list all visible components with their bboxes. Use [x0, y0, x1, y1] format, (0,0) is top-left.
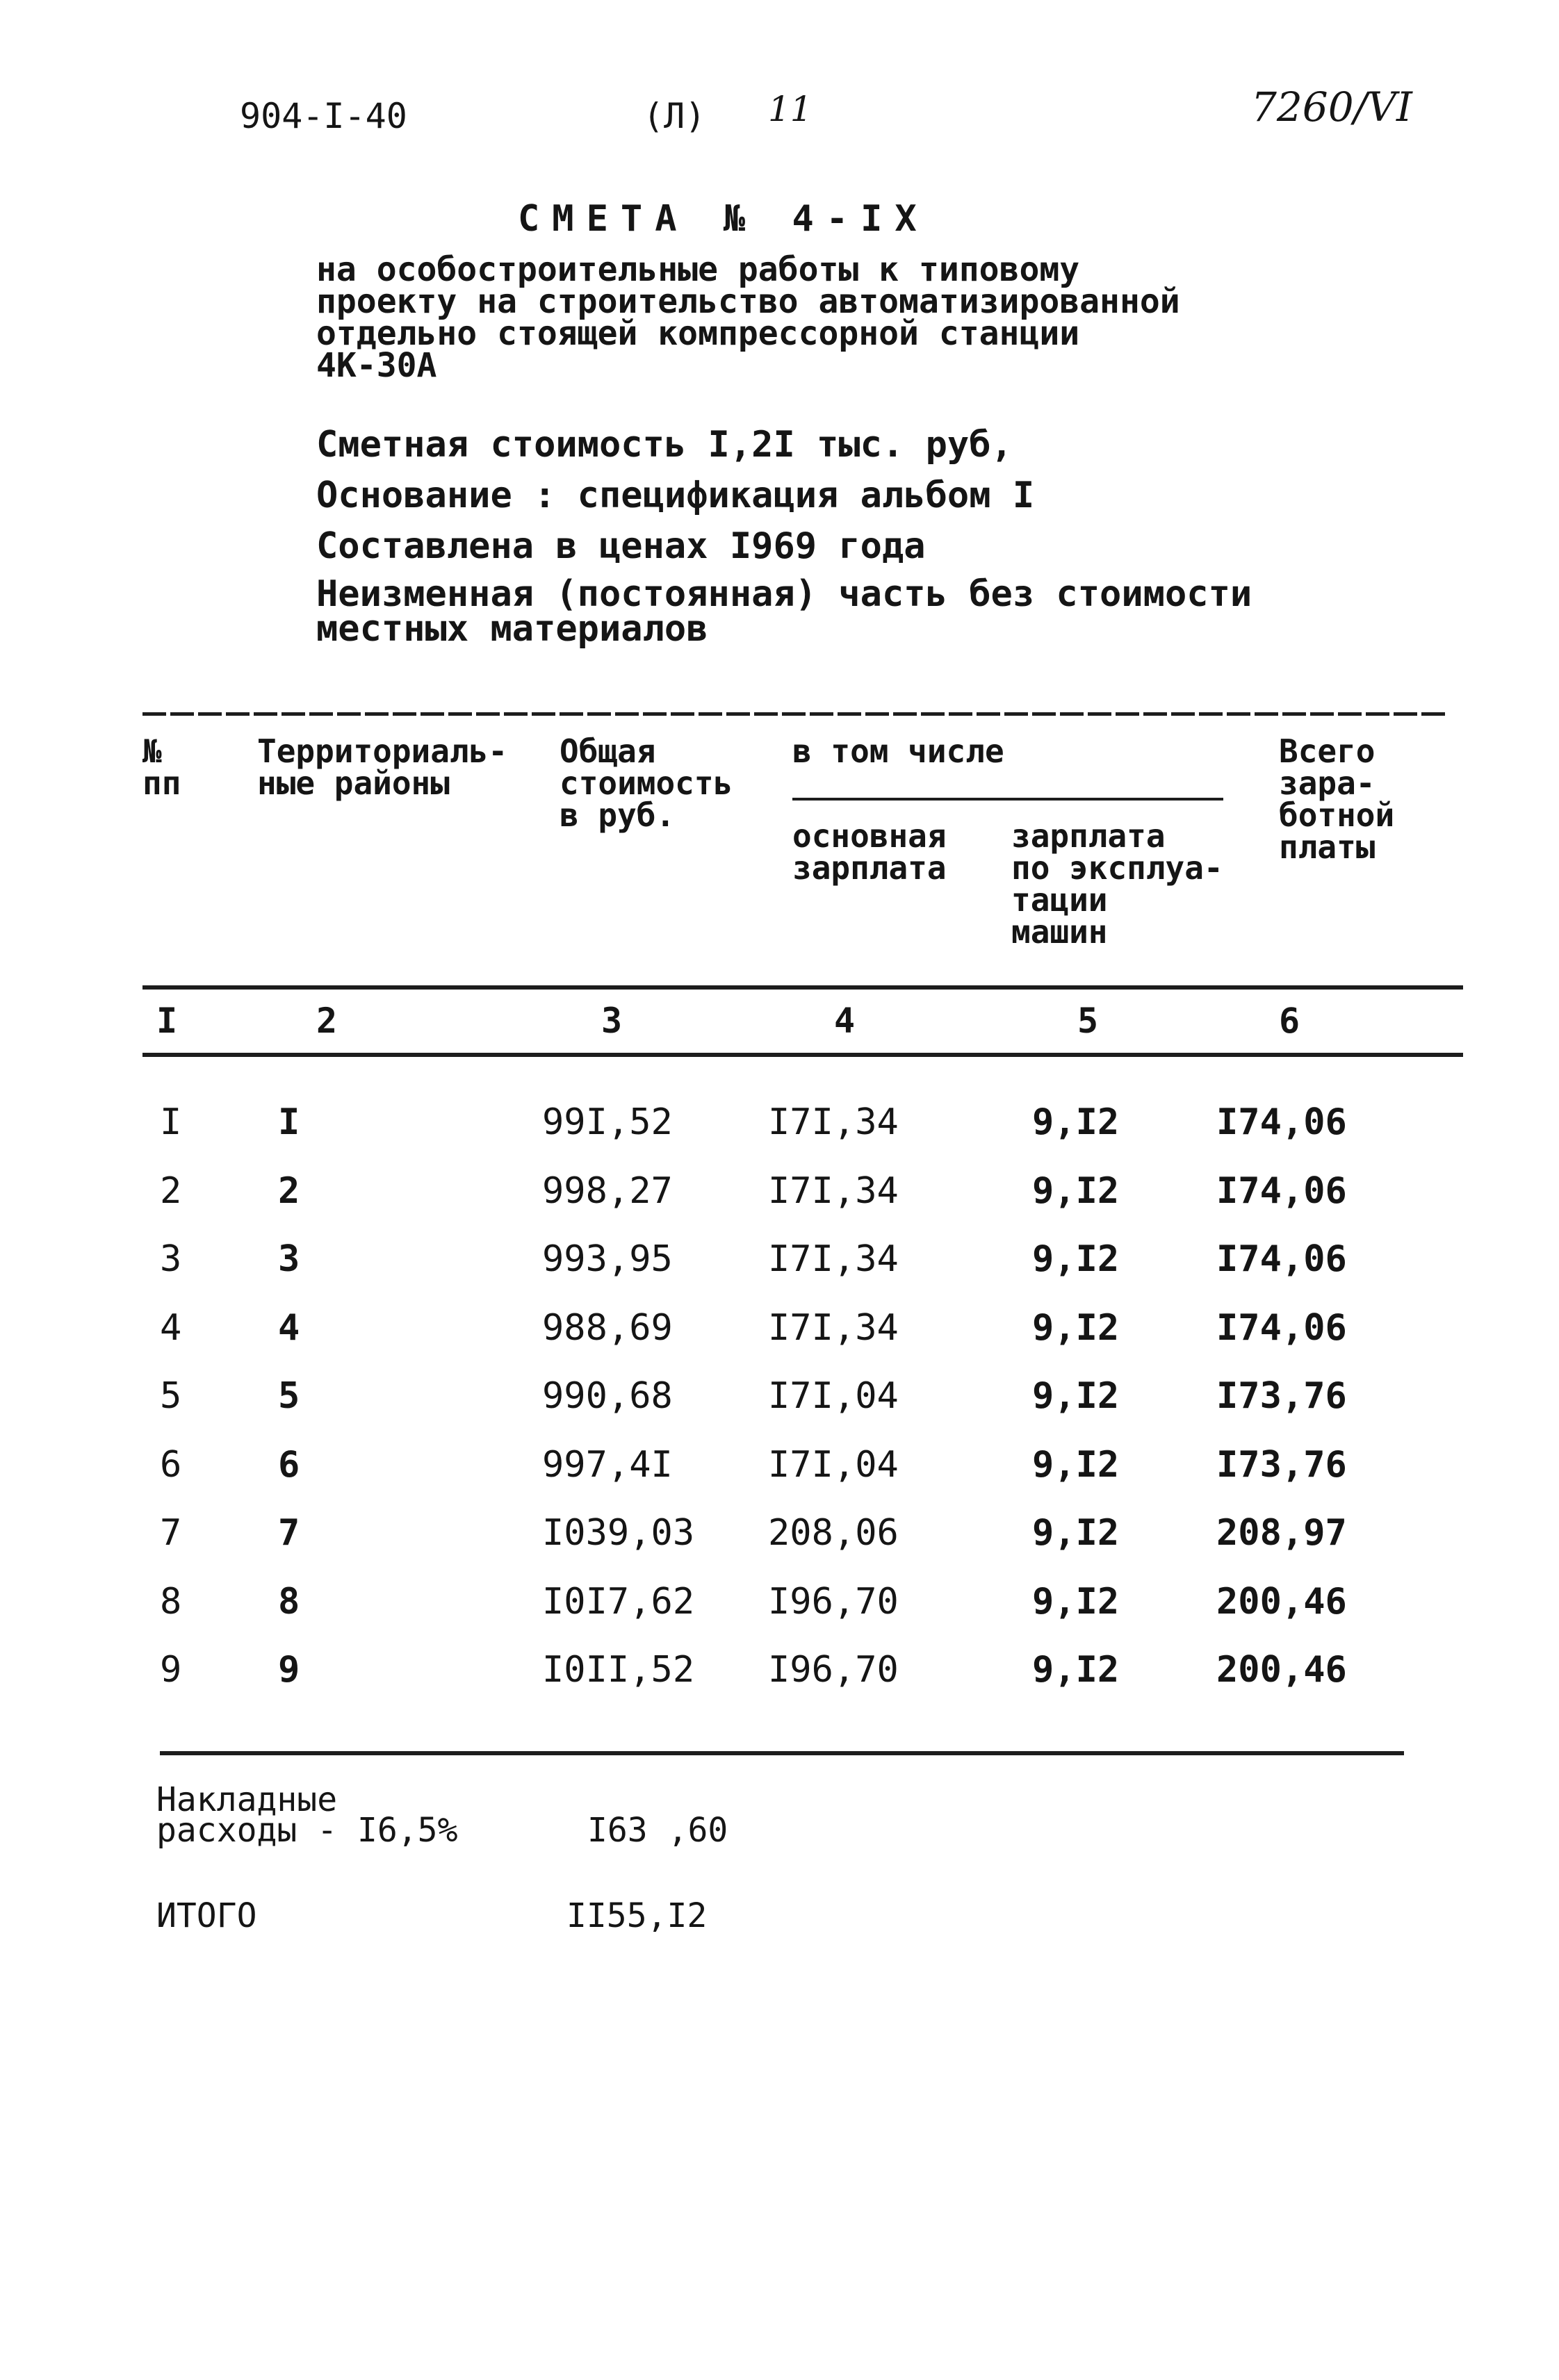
table-cell-machine-salary: 9,I2 [1032, 1307, 1120, 1349]
header-total-line-3: в руб. [560, 796, 676, 834]
table-cell-region: 8 [278, 1581, 300, 1623]
header-num-line-2: пп [142, 764, 181, 802]
table-cell-salary-total: I74,06 [1216, 1238, 1347, 1280]
subtitle-line-4: 4К-30А [316, 346, 437, 385]
table-cell-base-salary: I7I,34 [768, 1238, 899, 1280]
subtitle-line-3: отдельно стоящей компрессорной станции [316, 314, 1080, 353]
table-cell-total-cost: 993,95 [542, 1238, 673, 1280]
column-number-4: 4 [834, 1001, 856, 1041]
table-cell-base-salary: I7I,04 [768, 1375, 899, 1417]
header-total-line-2: стоимость [560, 764, 733, 802]
overhead-label-line-2: расходы - I6,5% [156, 1811, 458, 1850]
table-cell-region: 2 [278, 1170, 300, 1212]
table-cell-row-number: 3 [160, 1238, 182, 1280]
basis-line: Основание : спецификация альбом I [316, 475, 1035, 516]
header-total-line-1: Общая [560, 732, 656, 770]
table-cell-machine-salary: 9,I2 [1032, 1444, 1120, 1486]
table-cell-salary-total: I73,76 [1216, 1375, 1347, 1417]
table-cell-salary-total: I73,76 [1216, 1444, 1347, 1486]
sheet-handwritten-number: 11 [768, 89, 813, 129]
including-divider-rule [792, 798, 1223, 801]
table-cell-region: I [278, 1101, 300, 1143]
table-cell-region: 9 [278, 1649, 300, 1691]
column-number-5: 5 [1077, 1001, 1099, 1041]
table-cell-base-salary: I7I,04 [768, 1444, 899, 1486]
table-cell-row-number: 5 [160, 1375, 182, 1417]
header-machine-salary-line-2: по эксплуа- [1011, 849, 1223, 887]
table-cell-region: 3 [278, 1238, 300, 1280]
total-label: ИТОГО [156, 1896, 257, 1935]
table-cell-base-salary: I96,70 [768, 1649, 899, 1691]
column-numbers-bottom-rule [142, 1053, 1463, 1057]
document-code: 904-I-40 [240, 96, 407, 136]
table-cell-row-number: 8 [160, 1581, 182, 1623]
sheet-mark: (Л) [643, 96, 706, 136]
table-cell-salary-total: I74,06 [1216, 1170, 1347, 1212]
header-all-salary-line-3: ботной [1279, 796, 1395, 834]
table-cell-salary-total: 208,97 [1216, 1512, 1347, 1554]
header-num-line-1: № [142, 732, 162, 770]
header-all-salary-line-2: зара- [1279, 764, 1376, 802]
header-base-salary-line-2: зарплата [792, 849, 947, 887]
subtitle-line-1: на особостроительные работы к типовому [316, 250, 1080, 289]
header-machine-salary-line-4: машин [1011, 913, 1108, 951]
column-number-1: I [156, 1001, 178, 1041]
table-cell-base-salary: 208,06 [768, 1512, 899, 1554]
column-number-3: 3 [601, 1001, 623, 1041]
table-cell-total-cost: 997,4I [542, 1444, 673, 1486]
header-region-line-1: Территориаль- [257, 732, 508, 770]
table-cell-total-cost: I0I7,62 [542, 1581, 695, 1623]
table-cell-machine-salary: 9,I2 [1032, 1512, 1120, 1554]
table-cell-total-cost: 990,68 [542, 1375, 673, 1417]
table-cell-region: 4 [278, 1307, 300, 1349]
table-bottom-rule [160, 1751, 1404, 1755]
document-title: СМЕТА № 4-IX [518, 198, 929, 240]
table-cell-machine-salary: 9,I2 [1032, 1375, 1120, 1417]
table-cell-row-number: I [160, 1101, 182, 1143]
table-cell-region: 7 [278, 1512, 300, 1554]
unchanging-part-line-1: Неизменная (постоянная) часть без стоимости [316, 573, 1252, 615]
unchanging-part-line-2: местных материалов [316, 608, 708, 650]
table-cell-region: 5 [278, 1375, 300, 1417]
table-cell-region: 6 [278, 1444, 300, 1486]
table-cell-machine-salary: 9,I2 [1032, 1649, 1120, 1691]
header-including: в том числе [792, 732, 1004, 770]
table-cell-machine-salary: 9,I2 [1032, 1101, 1120, 1143]
estimated-cost: Сметная стоимость I,2I тыс. руб, [316, 424, 1013, 466]
table-cell-row-number: 6 [160, 1444, 182, 1486]
table-cell-row-number: 9 [160, 1649, 182, 1691]
subtitle-line-2: проекту на строительство автоматизированной [316, 282, 1180, 321]
table-cell-base-salary: I7I,34 [768, 1101, 899, 1143]
table-cell-row-number: 2 [160, 1170, 182, 1212]
table-cell-salary-total: 200,46 [1216, 1649, 1347, 1691]
table-cell-row-number: 7 [160, 1512, 182, 1554]
overhead-label-line-1: Накладные [156, 1780, 338, 1819]
table-cell-machine-salary: 9,I2 [1032, 1238, 1120, 1280]
table-cell-total-cost: 99I,52 [542, 1101, 673, 1143]
column-number-2: 2 [316, 1001, 338, 1041]
header-base-salary-line-1: основная [792, 817, 947, 855]
column-number-6: 6 [1279, 1001, 1300, 1041]
header-bottom-rule [142, 985, 1463, 990]
table-cell-salary-total: I74,06 [1216, 1307, 1347, 1349]
overhead-value: I63 ,60 [587, 1811, 728, 1850]
archive-number: 7260/VI [1251, 83, 1412, 131]
table-top-rule [142, 712, 1446, 716]
table-cell-total-cost: I0II,52 [542, 1649, 695, 1691]
total-value: II55,I2 [566, 1896, 708, 1935]
header-machine-salary-line-1: зарплата [1011, 817, 1166, 855]
table-cell-machine-salary: 9,I2 [1032, 1581, 1120, 1623]
table-cell-base-salary: I7I,34 [768, 1307, 899, 1349]
table-cell-total-cost: 988,69 [542, 1307, 673, 1349]
table-cell-salary-total: 200,46 [1216, 1581, 1347, 1623]
prices-line: Составлена в ценах I969 года [316, 525, 926, 567]
table-cell-base-salary: I96,70 [768, 1581, 899, 1623]
header-region-line-2: ные районы [257, 764, 450, 802]
table-cell-row-number: 4 [160, 1307, 182, 1349]
header-all-salary-line-4: платы [1279, 828, 1376, 866]
table-cell-salary-total: I74,06 [1216, 1101, 1347, 1143]
header-all-salary-line-1: Всего [1279, 732, 1376, 770]
table-cell-total-cost: I039,03 [542, 1512, 695, 1554]
header-machine-salary-line-3: тации [1011, 881, 1108, 919]
table-cell-total-cost: 998,27 [542, 1170, 673, 1212]
table-cell-base-salary: I7I,34 [768, 1170, 899, 1212]
table-cell-machine-salary: 9,I2 [1032, 1170, 1120, 1212]
